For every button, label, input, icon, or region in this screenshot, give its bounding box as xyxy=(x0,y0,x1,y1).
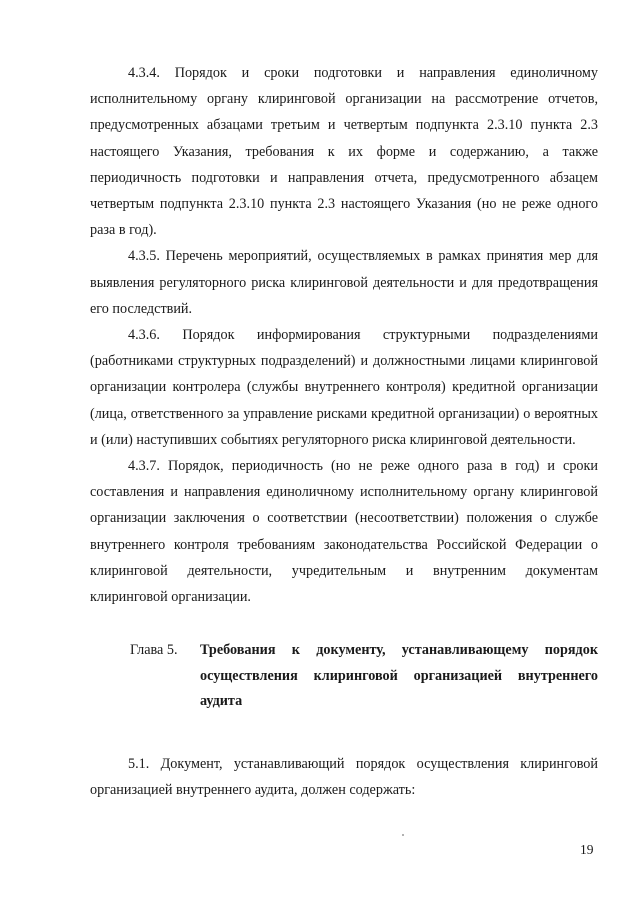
paragraph-4-3-5: 4.3.5. Перечень мероприятий, осуществляемых в рамках принятия мер для выявления регуляторного риска клиринговой деятельности и для предотвращения его последствий. xyxy=(90,248,598,317)
paragraph-4-3-7: 4.3.7. Порядок, периодичность (но не реже одного раза в год) и сроки составления и направления единоличному исполнительному органу клиринговой организации заключения о соответствии (несоответствии) положения о службе внутреннего контроля требованиям законодательства Российской Федерации о клиринговой деятельности, учредительным и внутренним документам клиринговой организации. xyxy=(90,458,598,606)
chapter-label: Глава 5. xyxy=(130,642,178,659)
scan-speck xyxy=(402,834,404,836)
document-body xyxy=(90,60,598,803)
chapter-title: Требования к документу, устанавливающему порядок осуществления клиринговой организацией внутреннего аудита xyxy=(200,642,598,710)
paragraph-4-3-6: 4.3.6. Порядок информирования структурными подразделениями (работниками структурных подразделений) и должностными лицами клиринговой организации контролера (службы внутреннего контроля) кредитной организации (лица, ответственного за управление рисками кредитной организации) о вероятных и (или) наступивших событиях регуляторного риска клиринговой деятельности. xyxy=(90,327,598,448)
chapter-heading xyxy=(90,638,598,715)
paragraph-4-3-4: 4.3.4. Порядок и сроки подготовки и направления единоличному исполнительному органу клиринговой организации на рассмотрение отчетов, предусмотренных абзацами третьим и четвертым подпункта 2.3.10 пункта 2.3 настоящего Указания, требования к их форме и содержанию, а также периодичность подготовки и направления отчета, предусмотренного абзацем четвертым подпункта 2.3.10 пункта 2.3 настоящего Указания (но не реже одного раза в год). xyxy=(90,65,598,239)
paragraph-5-1: 5.1. Документ, устанавливающий порядок осуществления клиринговой организацией внутреннего аудита, должен содержать: xyxy=(90,755,598,798)
page-number: 19 xyxy=(580,842,594,857)
